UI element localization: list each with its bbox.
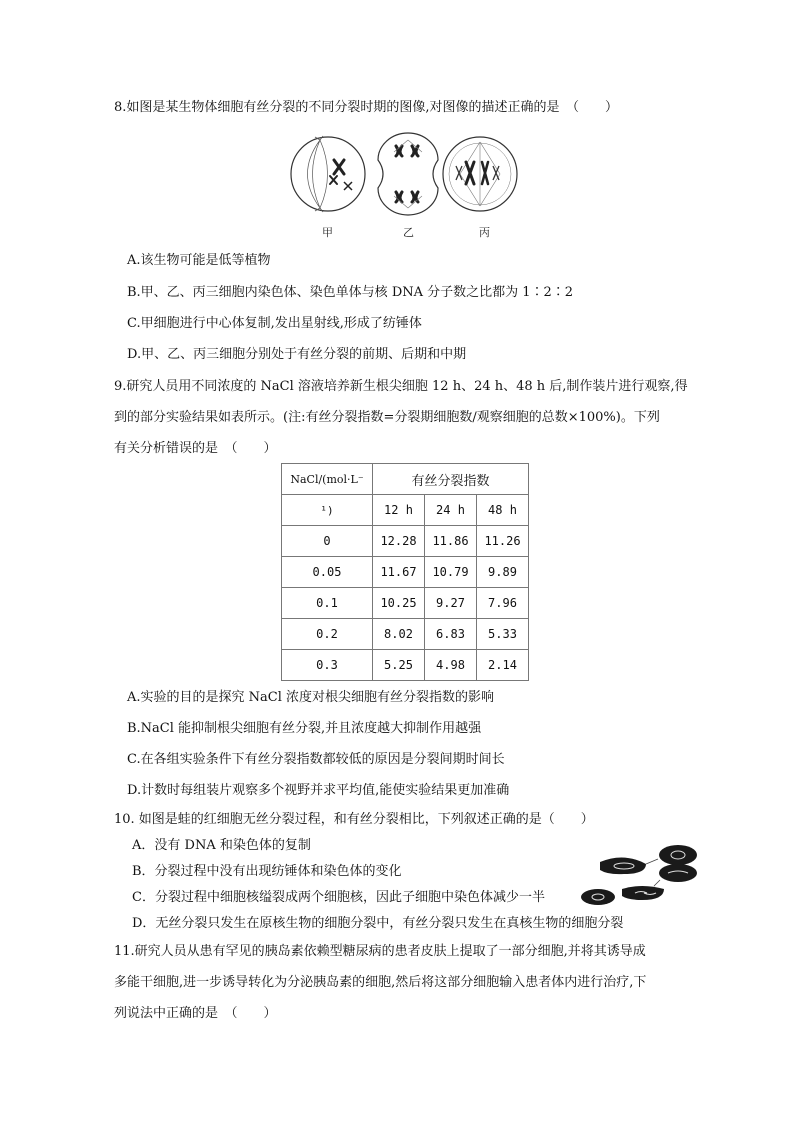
table-cell: 11.67 [373, 557, 425, 588]
table-cell: 2.14 [477, 650, 529, 681]
table-cell: 0.05 [282, 557, 373, 588]
table-cell: 10.79 [425, 557, 477, 588]
q9-stem-line-3: 有关分析错误的是 （ ） [114, 441, 277, 456]
table-cell: 12.28 [373, 526, 425, 557]
frog-red-cell-figure [580, 842, 704, 906]
table-cell: 0.1 [282, 588, 373, 619]
mitosis-figure [290, 130, 520, 230]
table-cell: 9.89 [477, 557, 529, 588]
table-cell: 0 [282, 526, 373, 557]
cell-stage-3 [659, 864, 697, 882]
table-cell: 11.26 [477, 526, 529, 557]
cell-stage-4 [581, 889, 615, 905]
cell-stage-5 [622, 886, 664, 900]
table-cell: 4.98 [425, 650, 477, 681]
time-header: 24 h [425, 495, 477, 526]
q10-stem: 10. 如图是蛙的红细胞无丝分裂过程，和有丝分裂相比，下列叙述正确的是（ ） [114, 812, 594, 827]
figure-label-yi: 乙 [403, 226, 414, 239]
q9-option-b: B.NaCl 能抑制根尖细胞有丝分裂,并且浓度越大抑制作用越强 [127, 721, 482, 736]
table-row [282, 526, 529, 557]
table-cell: 9.27 [425, 588, 477, 619]
time-header: 48 h [477, 495, 529, 526]
table-cell: 0.3 [282, 650, 373, 681]
table-cell: 10.25 [373, 588, 425, 619]
figure-label-bing: 丙 [479, 226, 490, 239]
table-row [282, 619, 529, 650]
q10-option-d: D．无丝分裂只发生在原核生物的细胞分裂中，有丝分裂只发生在真核生物的细胞分裂 [132, 916, 624, 931]
q9-stem-line-2: 到的部分实验结果如表所示。(注:有丝分裂指数=分裂期细胞数/观察细胞的总数×100%)。下列 [114, 410, 660, 425]
table-cell: 5.25 [373, 650, 425, 681]
q11-stem-line-1: 11.研究人员从患有罕见的胰岛素依赖型糖尿病的患者皮肤上提取了一部分细胞,并将其诱导成 [114, 944, 646, 959]
table-row [282, 557, 529, 588]
cell-jia [291, 136, 365, 212]
cell-yi [378, 133, 438, 215]
table-cell: 8.02 [373, 619, 425, 650]
cell-stage-2 [600, 857, 646, 874]
cell-bing [443, 137, 517, 211]
table-row [282, 650, 529, 681]
q8-option-c: C.甲细胞进行中心体复制,发出星射线,形成了纺锤体 [127, 316, 422, 331]
table-cell: 6.83 [425, 619, 477, 650]
table-cell: 11.86 [425, 526, 477, 557]
q11-stem-line-2: 多能干细胞,进一步诱导转化为分泌胰岛素的细胞,然后将这部分细胞输入患者体内进行治疗,下 [114, 975, 647, 990]
q8-stem: 8.如图是某生物体细胞有丝分裂的不同分裂时期的图像,对图像的描述正确的是 （ ） [114, 100, 619, 115]
table-cell: 0.2 [282, 619, 373, 650]
q11-stem-line-3: 列说法中正确的是 （ ） [114, 1006, 277, 1021]
nacl-header: NaCl/(mol·L⁻ [282, 464, 373, 495]
table-cell: 7.96 [477, 588, 529, 619]
q10-option-c: C．分裂过程中细胞核缢裂成两个细胞核，因此子细胞中染色体减少一半 [132, 890, 545, 905]
nacl-table [281, 463, 529, 681]
table-cell: 5.33 [477, 619, 529, 650]
figure-label-jia: 甲 [322, 226, 333, 239]
group-header: 有丝分裂指数 [373, 464, 529, 495]
cell-stage-1 [659, 845, 697, 865]
q8-option-a: A.该生物可能是低等植物 [127, 253, 271, 268]
q10-option-b: B．分裂过程中没有出现纺锤体和染色体的变化 [132, 864, 402, 879]
q8-option-d: D.甲、乙、丙三细胞分别处于有丝分裂的前期、后期和中期 [127, 347, 467, 362]
q9-option-d: D.计数时每组装片观察多个视野并求平均值,能使实验结果更加准确 [127, 783, 510, 798]
q9-option-c: C.在各组实验条件下有丝分裂指数都较低的原因是分裂间期时间长 [127, 752, 505, 767]
table-row [282, 588, 529, 619]
q10-option-a: A．没有 DNA 和染色体的复制 [132, 838, 311, 853]
q8-option-b: B.甲、乙、丙三细胞内染色体、染色单体与核 DNA 分子数之比都为 1∶2∶2 [127, 285, 574, 300]
q9-stem-line-1: 9.研究人员用不同浓度的 NaCl 溶液培养新生根尖细胞 12 h、24 h、48 h 后,制作装片进行观察,得 [114, 379, 688, 394]
nacl-header-unit: ¹) [282, 495, 373, 526]
q9-option-a: A.实验的目的是探究 NaCl 浓度对根尖细胞有丝分裂指数的影响 [127, 690, 495, 705]
time-header: 12 h [373, 495, 425, 526]
